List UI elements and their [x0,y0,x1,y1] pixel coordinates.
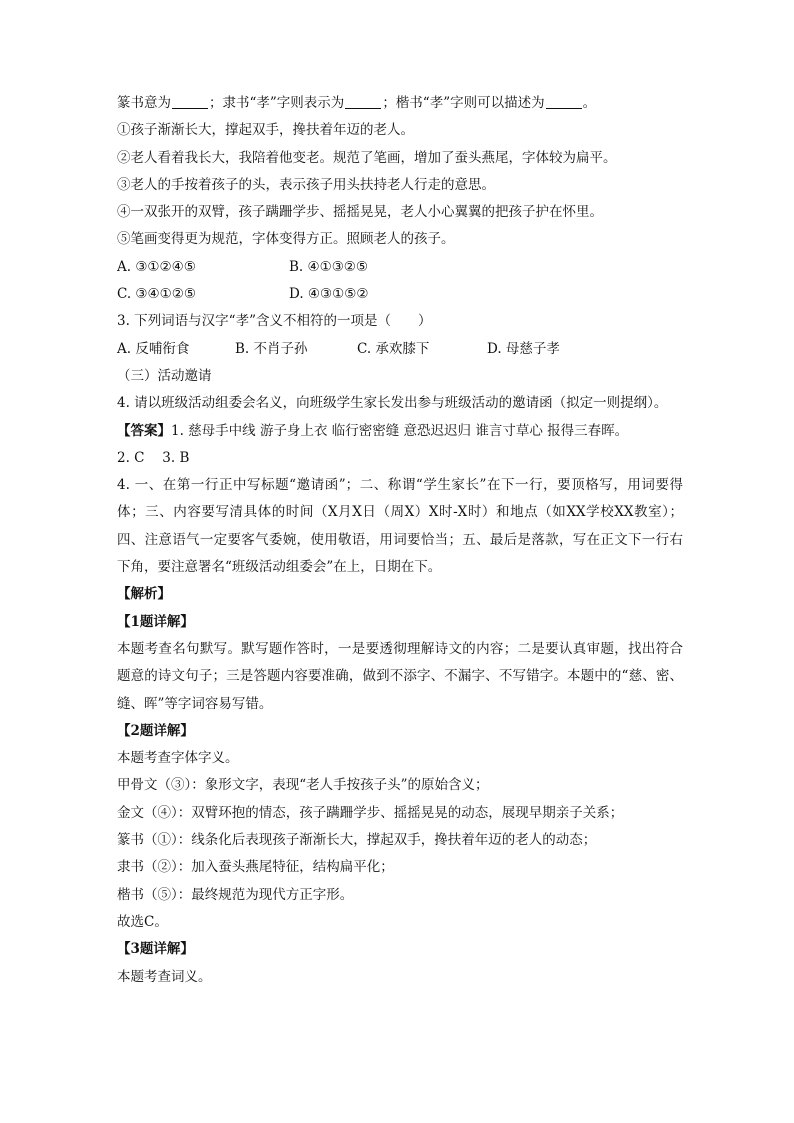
answer-label: 【答案】 [117,422,171,439]
detail-2-line: 隶书（②）：加入蚕头燕尾特征，结构扁平化； [117,859,394,876]
answer-q2-q3: 2. C 3. B [117,449,190,466]
option-c: C. 承欢膝下 [357,340,430,357]
answer-blank [345,107,381,109]
analysis-label: 【解析】 [117,586,171,603]
q2-item: ②老人看着我长大，我陪着他变老。规范了笔画，增加了蚕头燕尾，字体较为扁平。 [117,149,617,166]
q3-stem: 3. 下列词语与汉字“孝”含义不相符的一项是（ ） [117,313,432,330]
intro-text-4: 。 [582,95,597,111]
option-d: D. ④③①⑤② [289,286,369,303]
answer-q1-text: 1. 慈母手中线 游子身上衣 临行密密缝 意恐迟迟归 谁言寸草心 报得三春晖。 [171,422,629,439]
answer-blank [172,107,208,109]
q2-options-row-1 [117,254,683,281]
detail-2-line: 甲骨文（③）：象形文字，表现“老人手按孩子头”的原始含义； [117,777,489,794]
q2-item: ⑤笔画变得更为规范，字体变得方正。照顾老人的孩子。 [117,231,455,248]
intro-text-2: ；隶书“孝”字则表示为 [209,95,345,111]
detail-1-text: 本题考查名句默写。默写题作答时，一是要透彻理解诗文的内容；二是要认真审题，找出符合题意的诗文句子；三是答题内容要准确，做到不添字、不漏字、不写错字。本题中的“慈、密、缝、晖”等字词容易写错。 [117,640,683,712]
option-d: D. 母慈子孝 [487,340,560,357]
intro-text-1: 篆书意为 [117,95,171,111]
detail-1-label: 【1题详解】 [117,613,194,630]
detail-2-line: 本题考查字体字义。 [117,750,239,767]
option-c: C. ③④①②⑤ [117,286,196,303]
q2-item: ④一双张开的双臂，孩子蹒跚学步、摇摇晃晃，老人小心翼翼的把孩子护在怀里。 [117,204,603,221]
option-b: B. 不肖子孙 [235,340,308,357]
q2-intro-line [117,90,683,117]
q2-options-row-2 [117,281,683,308]
detail-2-label: 【2题详解】 [117,722,194,739]
option-b: B. ④①③②⑤ [289,258,369,275]
section-title: （三）活动邀请 [117,367,212,384]
detail-2-line: 故选C。 [117,913,168,930]
option-a: A. ③①②④⑤ [117,258,196,275]
detail-2-line: 楷书（⑤）：最终规范为现代方正字形。 [117,886,354,903]
q2-item: ①孩子渐渐长大，撑起双手，搀扶着年迈的老人。 [117,122,414,139]
answer-q1 [117,418,683,445]
detail-2-line: 金文（④）：双臂环抱的情态，孩子蹒跚学步、摇摇晃晃的动态，展现早期亲子关系； [117,804,624,821]
detail-3-text: 本题考查词义。 [117,968,212,985]
document-page [117,90,683,991]
q2-item: ③老人的手按着孩子的头，表示孩子用头扶持老人行走的意思。 [117,176,495,193]
answer-blank [546,107,582,109]
option-a: A. 反哺衔食 [117,340,190,357]
detail-2-line: 篆书（①）：线条化后表现孩子渐渐长大，撑起双手，搀扶着年迈的老人的动态； [117,832,597,849]
answer-q4: 4. 一、在第一行正中写标题“邀请函”；二、称谓“学生家长”在下一行，要顶格写，用词要得体；三、内容要写清具体的时间（X月X日（周X）X时-X时）和地点（如XX学校XX教室）；四、注意语气一定要客气委婉，使用敬语，用词要恰当；五、最后是落款，写在正文下一行右下角，要注意署名“班级活动组委会”在上，日期在下。 [117,477,683,576]
intro-text-3: ；楷书“孝”字则可以描述为 [382,95,545,111]
q4-stem: 4. 请以班级活动组委会名义，向班级学生家长发出参与班级活动的邀请函（拟定一则提纲）。 [117,395,668,412]
detail-3-label: 【3题详解】 [117,941,194,958]
q3-options-row [117,336,683,363]
